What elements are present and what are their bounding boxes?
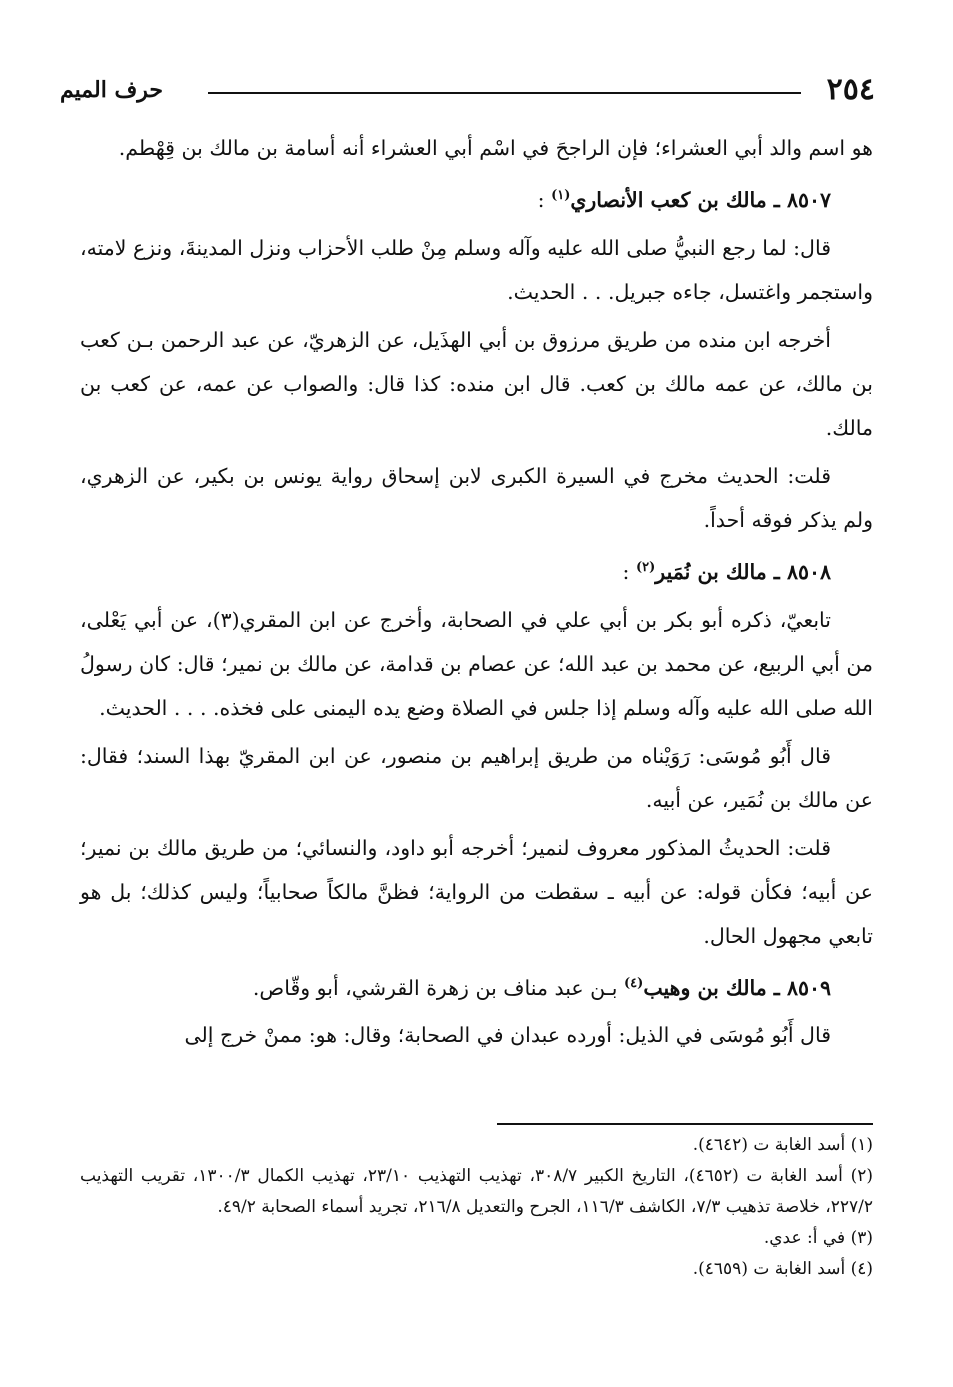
footnote: (٣) في أ: عدي.: [763, 1228, 873, 1248]
footnote: (٤) أسد الغابة ت (٤٦٥٩).: [692, 1259, 873, 1279]
footnote-ref: (٤): [624, 975, 644, 991]
footnote: (٢) أسد الغابة ت (٤٦٥٢)، التاريخ الكبير ٣٠٨/٧، تهذيب التهذيب ٢٣/١٠، تهذيب الكمال ١٣٠٠/٣، تقريب التهذيب ٢٢٧/٢، خلاصة تذهيب ٧/٣، الكاشف ١١٦/٣، الجرح والتعديل ٢١٦/٨، تجريد أسماء الصحابة ٤٩/٢.: [80, 1166, 874, 1217]
entry-title: ٨٥٠٩ ـ مالك بن وهيب: [643, 975, 831, 1000]
footnote-ref: (٢): [635, 559, 656, 575]
main-text: [80, 126, 873, 1061]
entry-title: ٨٥٠٨ ـ مالك بن نُمَير: [655, 559, 831, 584]
entry-heading-8508: [80, 546, 873, 594]
entry-rest: بـن عبد مناف بن زهرة القرشي، أبو وقّاص.: [252, 975, 625, 1000]
paragraph: قلت: الحديث مخرج في السيرة الكبرى لابن إسحاق رواية يونس بن بكير، عن الزهري، ولم يذكر فوقه أحداً.: [80, 463, 873, 532]
paragraph: قلت: الحديثُ المذكور معروف لنمير؛ أخرجه أبو داود، والنسائي؛ من طريق مالك بن نمير؛ عن أبيه؛ فكأن قوله: عن أبيه ـ سقطت من الرواية؛ فظنَّ مالكاً صحابياً؛ وليس كذلك؛ بل هو تابعي مجهول الحال.: [80, 835, 873, 948]
paragraph: هو اسم والد أبي العشراء؛ فإن الراجحَ في اسْم أبي العشراء أنه أسامة بن مالك بن قِهْطم.: [118, 136, 873, 160]
entry-heading-8507: [80, 174, 873, 222]
page-header: [60, 70, 875, 110]
footnotes: [80, 1130, 873, 1285]
footnote: (١) أسد الغابة ت (٤٦٤٢).: [692, 1135, 873, 1155]
entry-title: ٨٥٠٧ ـ مالك بن كعب الأنصاري: [570, 187, 831, 212]
footnote-separator: [497, 1123, 873, 1125]
footnote-ref: (١): [551, 188, 571, 203]
running-title: حرف الميم: [60, 77, 164, 103]
paragraph: قال: لما رجع النبيُّ صلى الله عليه وآله وسلم مِنْ طلب الأحزاب ونزل المدينةَ، ونزع لامته، واستجمر واغتسل، جاءه جبريل. . . الحديث.: [80, 235, 873, 304]
entry-rest: :: [537, 187, 552, 212]
header-rule: [208, 92, 801, 94]
paragraph: تابعيّ، ذكره أبو بكر بن أبي علي في الصحابة، وأخرج عن ابن المقري(٣)، عن أبي يَعْلى، من أبي الربيع، عن محمد بن عبد الله؛ عن عصام بن قدامة، عن مالك بن نمير؛ قال: كان رسولُ الله صلى الله عليه وآله وسلم إذا جلس في الصلاة وضع يده اليمنى على فخذه. . . . الحديث.: [80, 607, 873, 720]
paragraph: قال أَبُو مُوسَى: رَوَيْناه من طريق إبراهيم بن منصور، عن ابن المقريّ بهذا السند؛ فقال: عن مالك بن نُمَير، عن أبيه.: [80, 743, 873, 812]
paragraph: قال أَبُو مُوسَى في الذيل: أورده عبدان في الصحابة؛ وقال: هو: ممنْ خرج إلى: [184, 1023, 831, 1048]
paragraph: أخرجه ابن منده من طريق مرزوق بن أبي الهذَيل، عن الزهريّ، عن عبد الرحمن بـن كعب بن مالك، عن عمه مالك بن كعب. قال ابن منده: كذا قال: والصواب عن عمه، عن كعب بن مالك.: [80, 327, 873, 440]
entry-heading-8509: [80, 962, 873, 1010]
entry-rest: :: [622, 559, 636, 584]
page-number: ٢٥٤: [826, 72, 875, 107]
